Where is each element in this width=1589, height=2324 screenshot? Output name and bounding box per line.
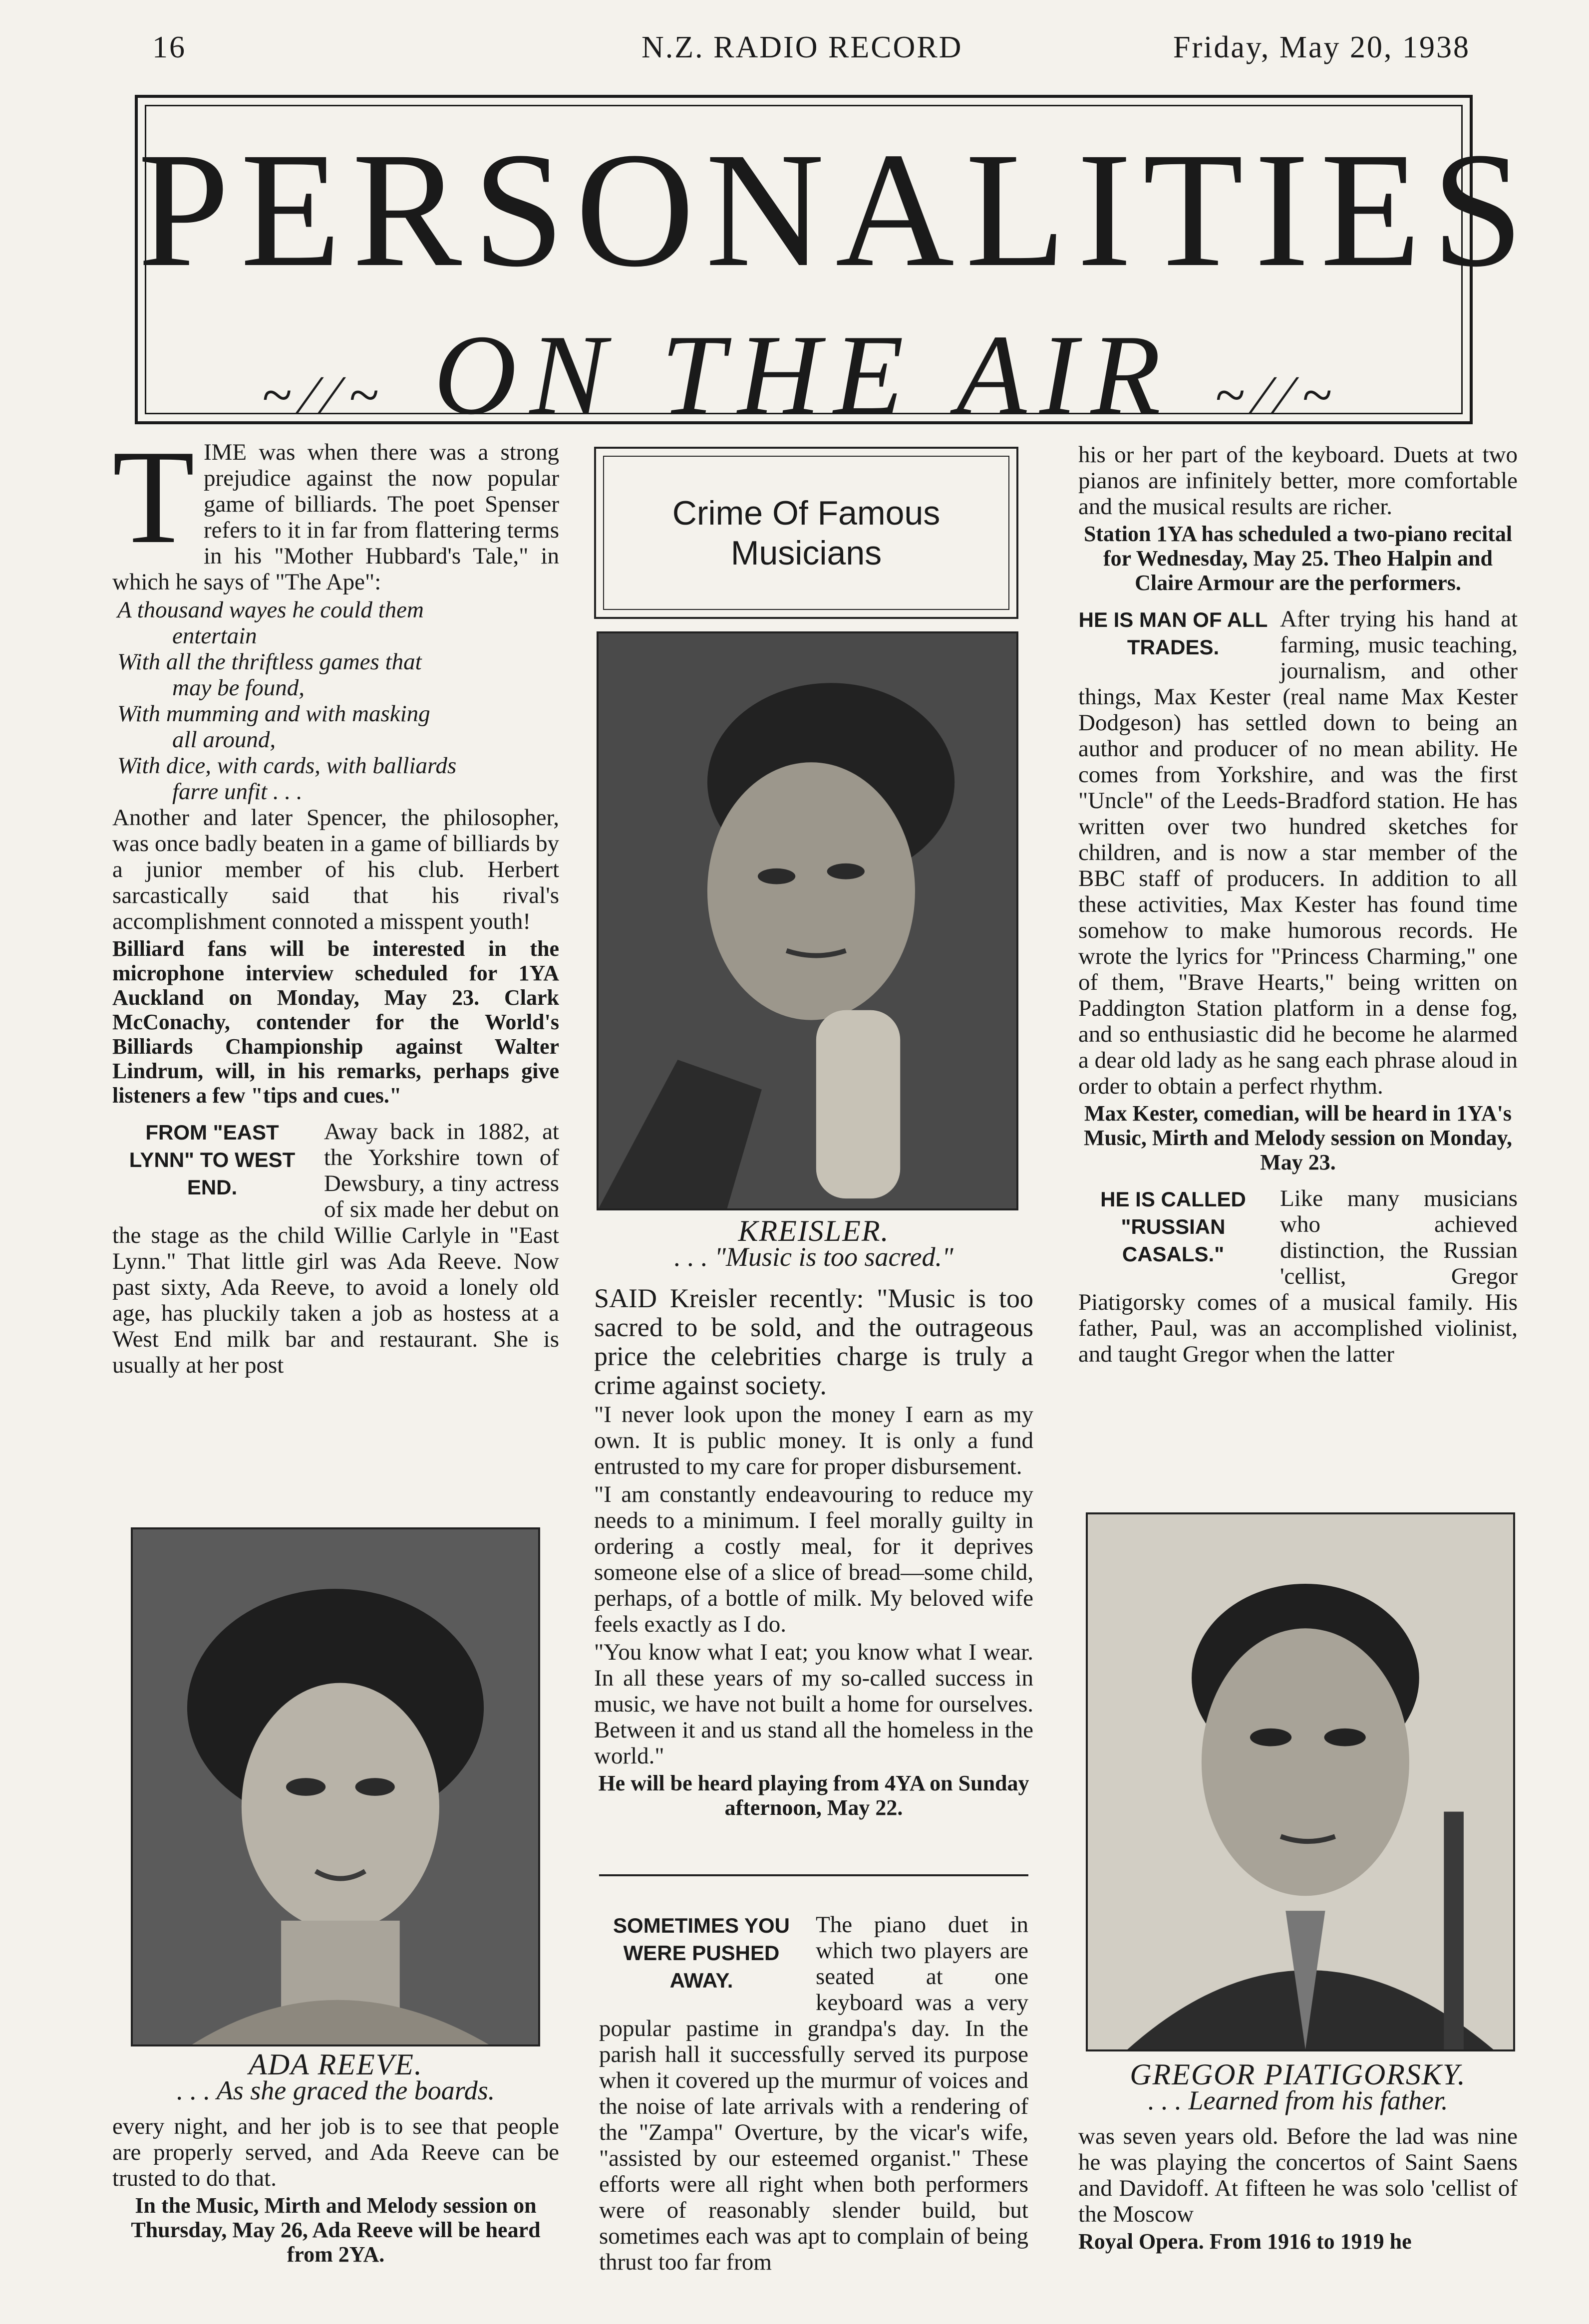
verse-line: may be found,: [172, 675, 305, 701]
side-head-russian-casals: HE IS CALLED "RUSSIAN CASALS.": [1100, 1187, 1246, 1266]
sub-title: ON THE AIR: [433, 311, 1174, 438]
column-3-bottom: [1078, 2058, 1518, 2256]
philosopher-paragraph: Another and later Spencer, the philosopher, was once badly beaten in a game of billiards by a junior member of his club. Herbert sarcastically said that his rival's accomplishment connoted a misspent youth!: [112, 805, 559, 934]
title-box: [135, 95, 1535, 438]
kreisler-broadcast-note: He will be heard playing from 4YA on Sunday afternoon, May 22.: [598, 1771, 1029, 1820]
kreisler-lead: SAID Kreisler recently: "Music is too sacred to be sold, and the outrageous price the celebrities charge is truly a crime against society.: [594, 1283, 1033, 1400]
column-3-top: [1078, 442, 1518, 1369]
ada-reeve-broadcast-note: In the Music, Mirth and Melody session on Thursday, May 26, Ada Reeve will be heard from 2YA.: [131, 2193, 541, 2267]
verse-line: farre unfit . . .: [172, 779, 303, 805]
piano-duet-paragraph: The piano duet in which two players are seated at one keyboard was a very popular pastime in grandpa's day. In the parish hall it successfully served its purpose when it covered up the murmur of voices and the noise of late arrivals with a rendering of the "Zampa" Overture, by the vicar's wife, "assisted by our esteemed organist." These efforts were all right when both performers were of reasonably slender build, but sometimes each was apt to complain of being thrust too far from: [599, 1912, 1028, 2275]
column-2-divider: [599, 1874, 1028, 1876]
two-piano-recital-note: Station 1YA has scheduled a two-piano recital for Wednesday, May 25. Theo Halpin and Claire Armour are the performers.: [1083, 522, 1513, 595]
main-title: PERSONALITIES: [138, 119, 1535, 301]
two-pianos-paragraph: his or her part of the keyboard. Duets at two pianos are infinitely better, more comfortable and the musical results are richer.: [1078, 442, 1518, 520]
intro-paragraph: IME was when there was a strong prejudice against the now popular game of billiards. The poet Spenser refers to it in far from flattering terms in his "Mother Hubbard's Tale," in which he says of "The Ape":: [112, 439, 559, 595]
issue-date: Friday, May 20, 1938: [1173, 30, 1470, 64]
kreisler-caption-sub: . . . "Music is too sacred.": [674, 1242, 953, 1272]
piatigorsky-caption: GREGOR PIATIGORSKY.: [1130, 2058, 1466, 2091]
verse-line: A thousand wayes he could them: [117, 597, 424, 623]
column-1-bottom: [112, 2048, 559, 2269]
sub-title-row: [138, 311, 1470, 438]
side-head-pushed-away: SOMETIMES YOU WERE PUSHED AWAY.: [613, 1914, 790, 1992]
piatigorsky-continued: was seven years old. Before the lad was nine he was playing the concertos of Saint Saens and Davidoff. At fifteen he was solo 'cellist of the Moscow: [1078, 2123, 1518, 2227]
ada-reeve-photo: [131, 1527, 540, 2046]
column-1-top: [112, 422, 559, 1380]
page-number: 16: [152, 30, 186, 64]
kreisler-paragraph-2: "I never look upon the money I earn as my own. It is public money. It is only a fund entrusted to my care for proper disbursement.: [594, 1402, 1033, 1479]
column-2-piano-section: [599, 1912, 1028, 2277]
spenser-verse: [112, 597, 559, 805]
kreisler-photo: [597, 631, 1018, 1210]
drop-cap: T: [112, 422, 195, 572]
max-kester-paragraph: After trying his hand at farming, music teaching, journalism, and other things, Max Kester (real name Max Kester Dodgeson) has settled down to being an author and producer of no mean ability. He comes from Yorkshire, and was the first "Uncle" of the Leeds-Bradford station. He has written over two hundred sketches for children, and is now a star member of the BBC staff of producers. In addition to all these activities, Max Kester has found time somehow to make humorous records. He wrote the lyrics for "Princess Charming," one of them, "Brave Hearts," being written on Paddington Station platform in a dense fog, and so enthusiastic did he become he alarmed a dear old lady as he sang each phrase aloud in order to obtain a perfect rhythm.: [1078, 606, 1518, 1099]
verse-line: entertain: [172, 623, 257, 649]
ada-reeve-paragraph: Away back in 1882, at the Yorkshire town of Dewsbury, a tiny actress of six made her debut on the stage as the child Willie Carlyle in "East Lynn." That little girl was Ada Reeve. Now past sixty, Ada Reeve, to avoid a lonely old age, has pluckily taken a job as hostess at a West End milk bar and restaurant. She is usually at her post: [112, 1119, 559, 1378]
publication-name: N.Z. RADIO RECORD: [641, 30, 963, 64]
verse-line: all around,: [172, 727, 276, 753]
max-kester-broadcast-note: Max Kester, comedian, will be heard in 1YA's Music, Mirth and Melody session on Monday, May 23.: [1083, 1101, 1513, 1174]
piatigorsky-caption-sub: . . . Learned from his father.: [1148, 2085, 1448, 2115]
ada-reeve-caption-sub: . . . As she graced the boards.: [176, 2075, 495, 2105]
side-head-man-of-all-trades: HE IS MAN OF ALL TRADES.: [1078, 608, 1268, 659]
column-2-body: [594, 1214, 1033, 1822]
left-ornament-icon: ~⁄⁄~: [262, 364, 392, 425]
ada-reeve-continued: every night, and her job is to see that people are properly served, and Ada Reeve can be trusted to do that.: [112, 2113, 559, 2191]
piatigorsky-paragraph: Like many musicians who achieved distinction, the Russian 'cellist, Gregor Piatigorsky comes of a musical family. His father, Paul, was an accomplished violinist, and taught Gregor when the latter: [1078, 1185, 1518, 1367]
verse-line: With dice, with cards, with balliards: [117, 753, 457, 779]
ada-reeve-caption: ADA REEVE.: [249, 2048, 423, 2081]
right-ornament-icon: ~⁄⁄~: [1215, 364, 1345, 425]
piatigorsky-photo: [1086, 1512, 1515, 2051]
billiards-broadcast-note: Billiard fans will be interested in the microphone interview scheduled for 1YA Auckland on Monday, May 23. Clark McConachy, contender for the World's Billiards Championship against Walter Lindrum, will, in his remarks, perhaps give listeners a few "tips and cues.": [112, 936, 559, 1108]
kreisler-paragraph-4: "You know what I eat; you know what I wear. In all these years of my so-called success in music, we have not built a home for ourselves. Between it and us stand all the homeless in the world.": [594, 1639, 1033, 1769]
verse-line: With all the thriftless games that: [117, 649, 422, 675]
piatigorsky-continued-bold: Royal Opera. From 1916 to 1919 he: [1078, 2229, 1412, 2254]
side-head-east-lynn: FROM "EAST LYNN" TO WEST END.: [129, 1121, 296, 1199]
kreisler-caption: KREISLER.: [738, 1214, 890, 1247]
verse-line: With mumming and with masking: [117, 701, 430, 727]
crime-musicians-title: Crime Of Famous Musicians: [603, 456, 1009, 610]
kreisler-paragraph-3: "I am constantly endeavouring to reduce my needs to a minimum. I feel morally guilty in ordering a costly meal, for it deprives someone else of a slice of bread—some child, perhaps, of a bottle of milk. My beloved wife feels exactly as I do.: [594, 1481, 1033, 1637]
crime-musicians-box: [594, 447, 1018, 619]
